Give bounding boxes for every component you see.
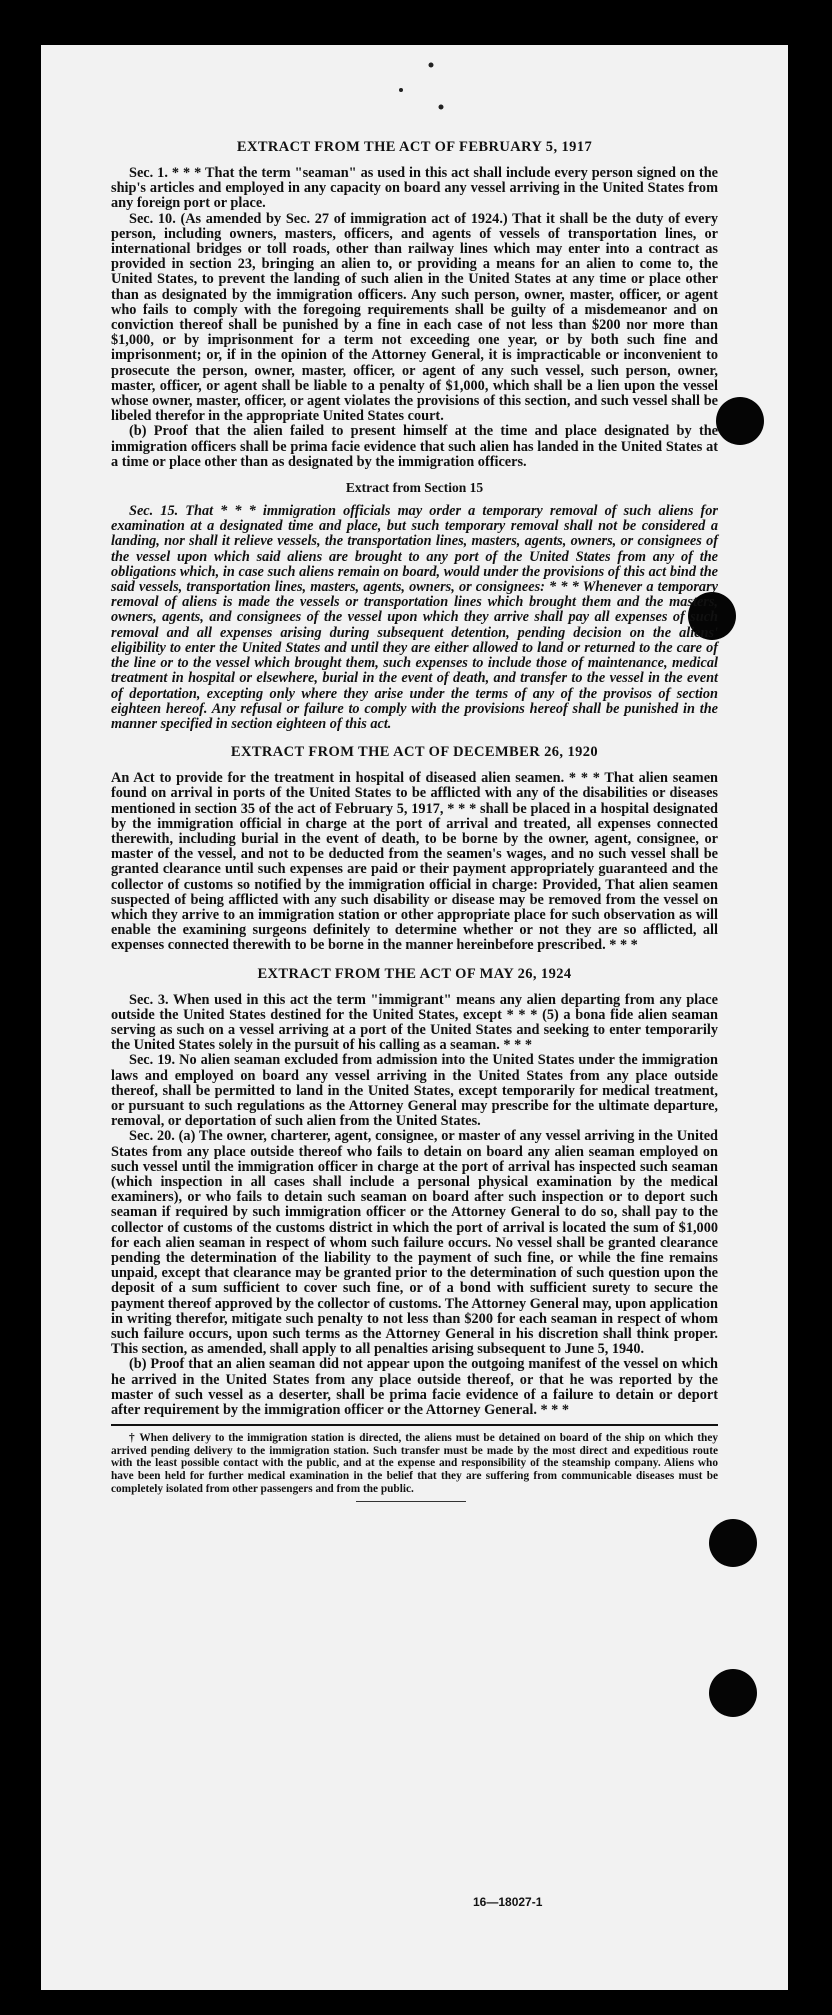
section-19-text: Sec. 19. No alien seaman excluded from admission into the United States under the immigration laws and employed on board any vessel arriving in the United States from any place outside thereof, shall be permitted to land in the United States, except temporarily for medical treatment, or pursuant to such regulations as the Attorney General may prescribe for the ultimate departure, removal, or deportation of such alien from the United States. xyxy=(111,1052,718,1130)
heading-act-feb-1917: EXTRACT FROM THE ACT OF FEBRUARY 5, 1917 xyxy=(236,139,593,155)
punch-hole xyxy=(709,1669,757,1717)
heading-act-may-1924: EXTRACT FROM THE ACT OF MAY 26, 1924 xyxy=(257,965,572,982)
heading-section-15: Extract from Section 15 xyxy=(345,480,484,496)
section-20b-text: (b) Proof that an alien seaman did not appear upon the outgoing manifest of the vessel on which he arrived in the United States from any place outside thereof, or that he was reported by the master of such vessel as a deserter, shall be prima facie evidence of a failure to detain or deport after requirement by the immigration officer or the Attorney General. * * * xyxy=(111,1356,718,1419)
section-10-text: Sec. 10. (As amended by Sec. 27 of immigration act of 1924.) That it shall be the duty of every person, including owners, masters, officers, and agents of vessels of transportation lines, or international bridges or toll roads, other than railway lines which may enter into a contract as provided in section 23, bringing an alien to, or providing a means for an alien to come to, the United States, to prevent the landing of such alien in the United States at any time or place other than as designated by the immigration officers. Any such person, owner, master, officer, or agent who fails to comply with the foregoing requirements shall be guilty of a misdemeanor and on conviction thereof shall be punished by a fine in each case of not less than $200 nor more than $1,000, or by imprisonment for a term not exceeding one year, or by both such fine and imprisonment; or, if in the opinion of the Attorney General, it is impracticable or inconvenient to prosecute the person, owner, master, officer, or agent of any such vessel, such person, owner, master, officer, or agent shall be liable to a penalty of $1,000, which shall be a lien upon the vessel whose owner, master, officer, or agent violates the provisions of this section, and such vessel shall be libeled therefor in the appropriate United States court. xyxy=(111,210,718,425)
punch-hole xyxy=(709,1519,757,1567)
act-1920-text: An Act to provide for the treatment in hospital of diseased alien seamen. * * * That alien seamen found on arrival in ports of the United States to be afflicted with any of the disabilities or diseases mentioned in section 35 of the act of February 5, 1917, * * * shall be placed in a hospital designated by the immigration official in charge at the port of arrival and treated, all expenses connected therewith, including burial in the event of death, to be borne by the owner, agent, consignee, or master of the vessel, and not to be deducted from the seamen's wages, and no such vessel shall be granted clearance until such expenses are paid or their payment appropriately guaranteed and the collector of customs so notified by the immigration official in charge: Provided, That alien seamen suspected of being afflicted with any such disability or disease may be removed from the vessel on which they arrive to an immigration station or other appropriate place for such observation as will enable the examining surgeons definitely to determine whether or not they are so afflicted, all expenses connected therewith to be borne in the manner hereinbefore prescribed. * * * xyxy=(111,770,718,954)
section-15-text: Sec. 15. That * * * immigration officials may order a temporary removal of such aliens for examination at a designated time and place, but such temporary removal shall not be considered a landing, nor shall it relieve vessels, the transportation lines, masters, agents, owners, or consignees of the vessel upon which said aliens are brought to any port of the United States from any of the obligations which, in case such aliens remain on board, would under the provisions of this act bind the said vessels, transportation lines, masters, agents, owners, or consignees: * * * Whenever a temporary removal of aliens is made the vessels or transportation lines which brought them and the masters, owners, agents, and consignees of the vessel upon which they arrive shall pay all expenses of such removal and all expenses arising during subsequent detention, pending decision on the aliens' eligibility to enter the United States and until they are either allowed to land or returned to the care of the line or to the vessel which brought them, such expenses to include those of maintenance, medical treatment in hospital or elsewhere, burial in the event of death, and transfer to the vessel in the event of deportation, excepting only where they arise under the terms of any of the provisos of section eighteen hereof. Any refusal or failure to comply with the provisions hereof shall be punished in the manner specified in section eighteen of this act. xyxy=(111,503,718,732)
heading-act-dec-1920: EXTRACT FROM THE ACT OF DECEMBER 26, 1920 xyxy=(230,744,599,761)
section-3-text: Sec. 3. When used in this act the term "immigrant" means any alien departing from any place outside the United States destined for the United States, except * * * (5) a bona fide alien seaman serving as such on a vessel arriving at a port of the United States and seeking to enter temporarily the United States solely in the pursuit of his calling as a seaman. * * * xyxy=(111,991,718,1054)
footnote-divider xyxy=(111,1424,718,1426)
section-1-text: Sec. 1. * * * That the term "seaman" as used in this act shall include every person signed on the ship's articles and employed in any capacity on board any vessel arriving in the United States from any foreign port or place. xyxy=(111,165,718,212)
short-divider xyxy=(356,1501,466,1502)
footnote-text: † When delivery to the immigration station is directed, the aliens must be detained on board of the ship on which they arrived pending delivery to the immigration station. Such transfer must be made by the most direct and expeditious route with the least possible contact with the public, and at the expense and responsibility of the steamship company. Aliens who have been held for further medical examination in the belief that they are suffering from communicable diseases must be completely isolated from other passengers and from the public. xyxy=(111,1432,718,1495)
section-10b-text: (b) Proof that the alien failed to present himself at the time and place designated by the immigration officers shall be prima facie evidence that such alien has landed in the United States at a time or place other than as designated by the immigration officers. xyxy=(111,423,718,470)
section-20a-text: Sec. 20. (a) The owner, charterer, agent, consignee, or master of any vessel arriving in the United States from any place outside thereof who fails to detain on board any alien seaman employed on such vessel until the immigration officer in charge at the port of arrival has inspected such seaman (which inspection in all cases shall include a personal physical examination by the medical examiners), or who fails to detain such seaman on board after such inspection or to deport such seaman if required by such immigration officer or the Attorney General to do so, shall pay to the collector of customs of the customs district in which the port of arrival is located the sum of $1,000 for each alien seaman in respect of whom such failure occurs. No vessel shall be granted clearance pending the determination of the liability to the payment of such fine, or while the fine remains unpaid, except that clearance may be granted prior to the determination of such question upon the deposit of a sum sufficient to cover such fine, or of a bond with sufficient surety to secure the payment thereof approved by the collector of customs. The Attorney General may, upon application in writing therefor, mitigate such penalty to not less than $200 for each seaman in respect of whom such failure occurs, upon such terms as the Attorney General in his discretion shall think proper. This section, as amended, shall apply to all penalties arising subsequent to June 5, 1940. xyxy=(111,1128,718,1358)
form-number: 16—18027-1 xyxy=(473,1895,543,1909)
punch-hole xyxy=(716,397,764,445)
document-body xyxy=(111,139,718,1510)
document-page xyxy=(41,45,788,1990)
